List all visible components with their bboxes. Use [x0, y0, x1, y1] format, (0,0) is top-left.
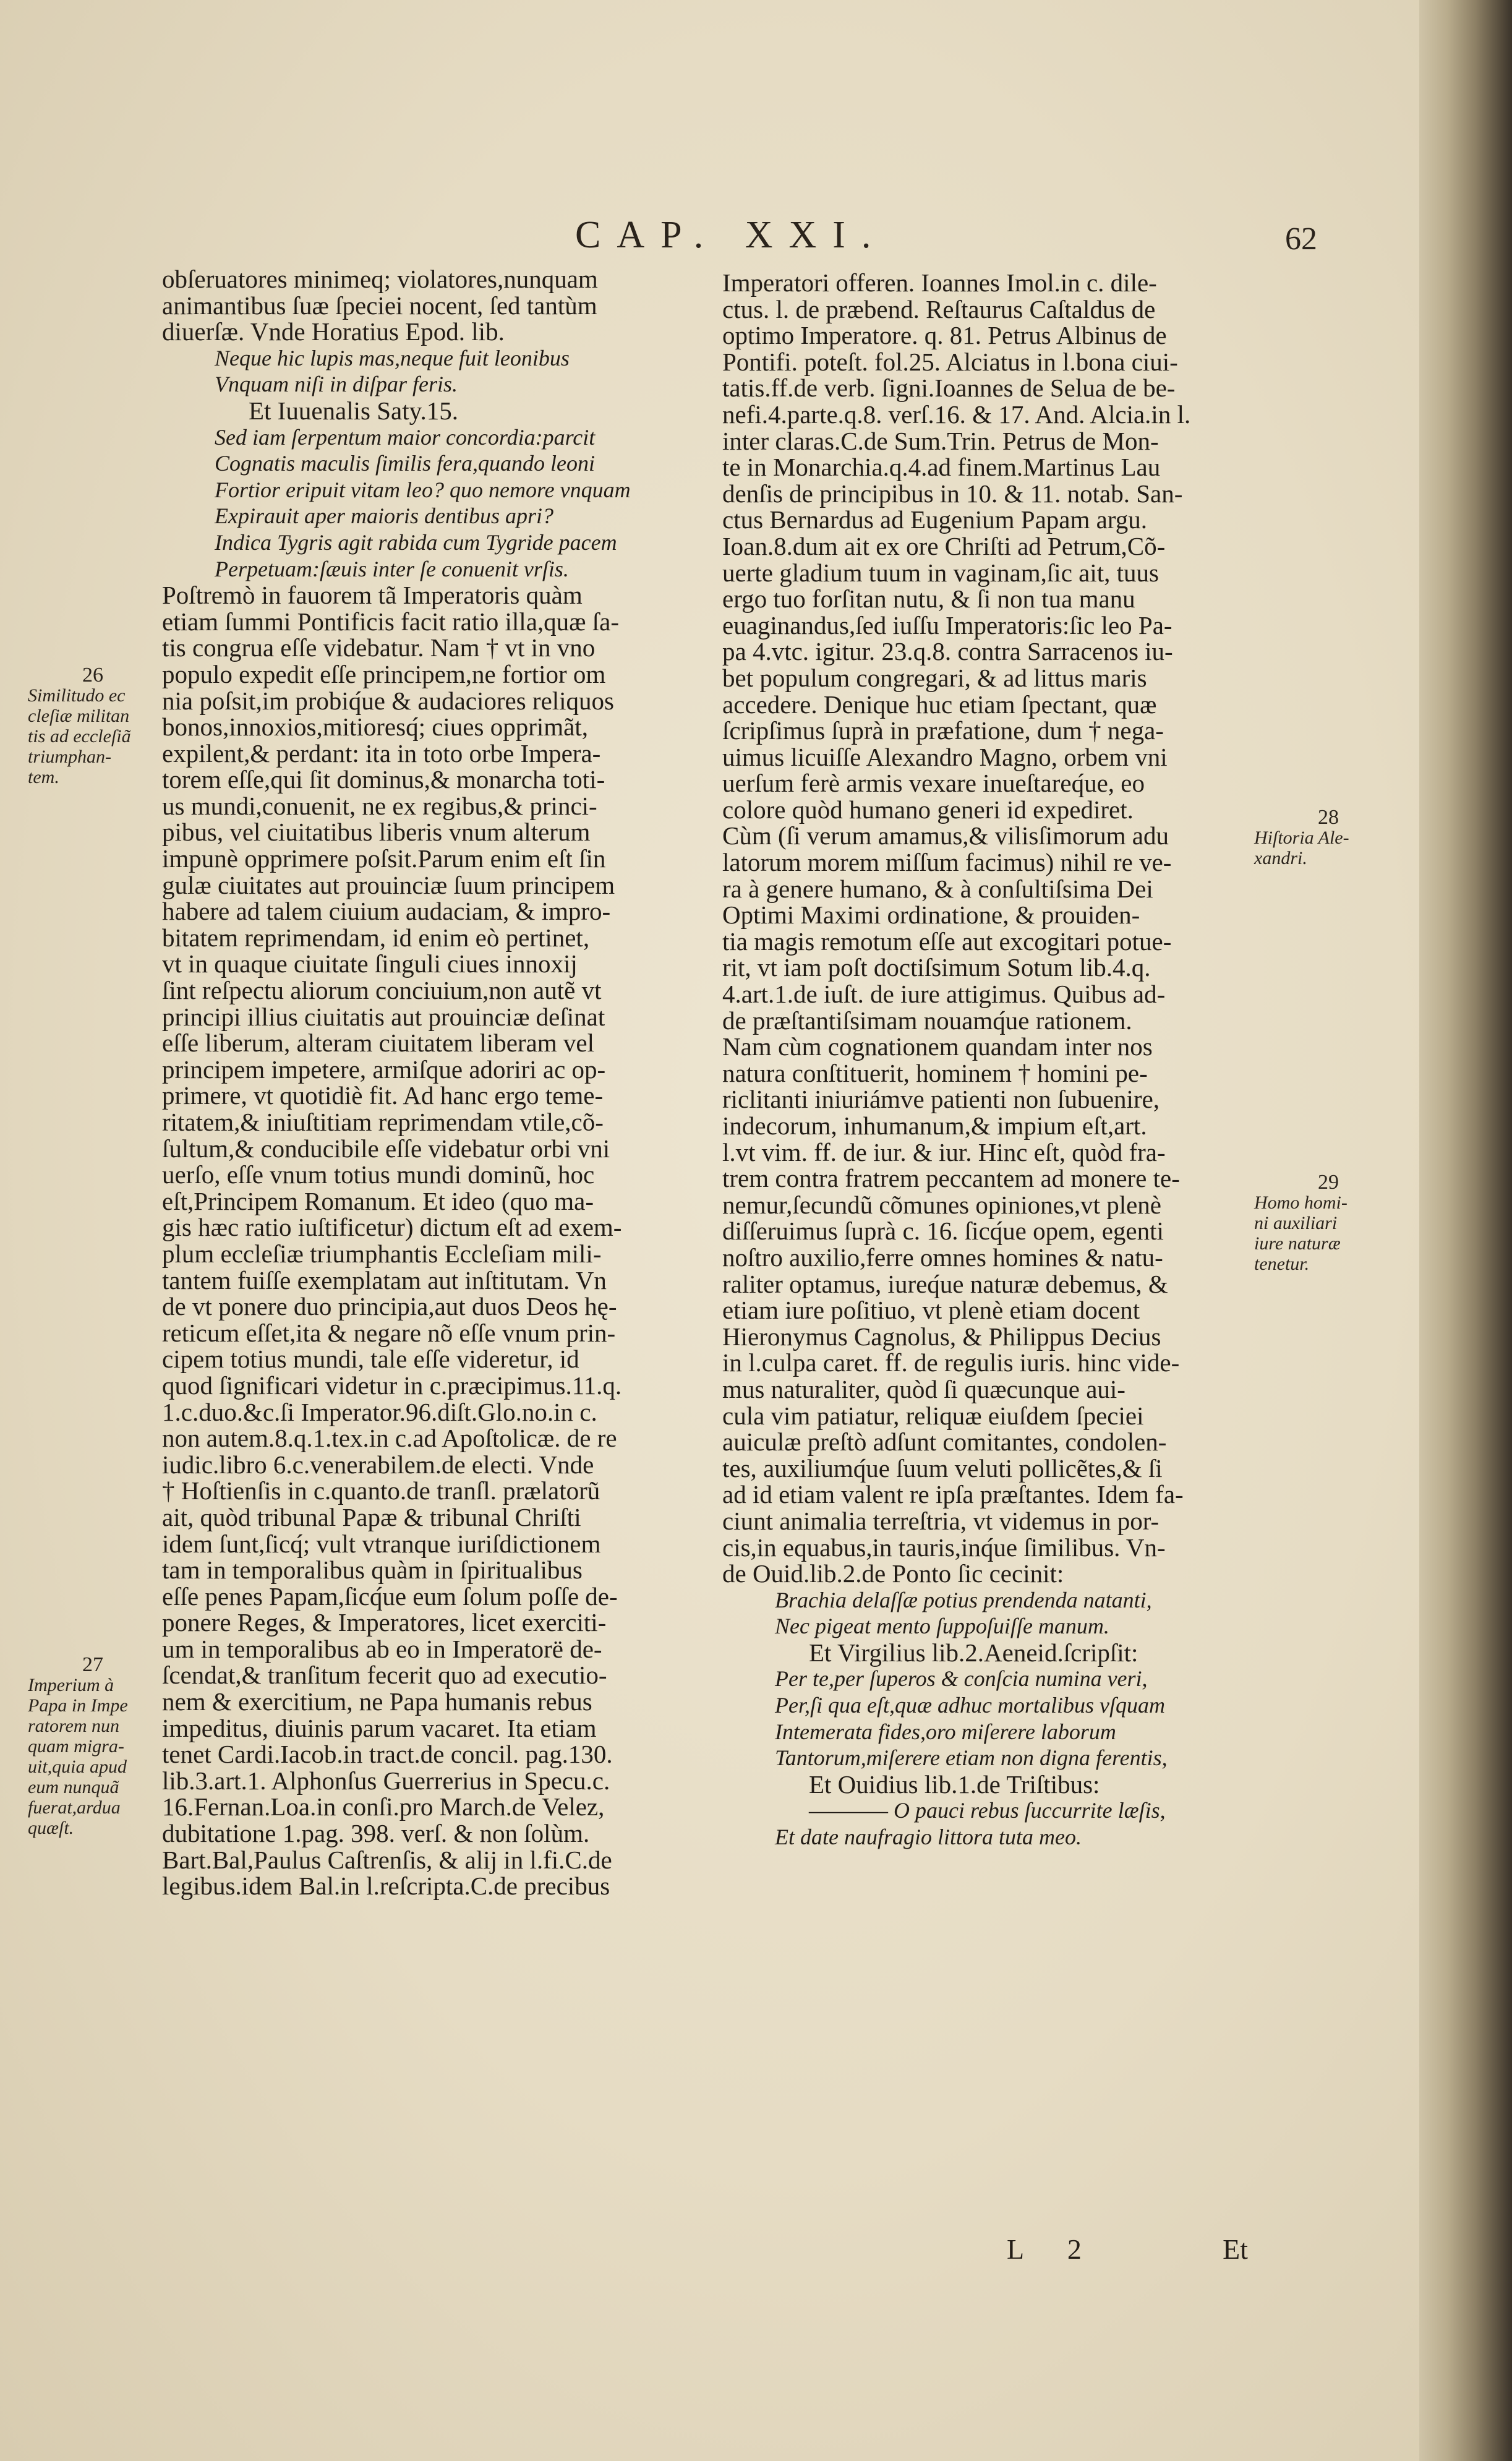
right-text-column	[722, 270, 1248, 1851]
text-line: ———— O pauci rebus ſuccurrite læſis,	[809, 1798, 1166, 1823]
text-line: cipem totius mundi, tale eſſe videretur, id	[162, 1345, 579, 1374]
text-line: ra à genere humano, & à conſultiſsima Dei	[722, 874, 1153, 903]
page-header	[575, 213, 1317, 269]
margin-note-text: Hiſtoria Ale- xandri.	[1254, 828, 1349, 868]
text-line: de Ouid.lib.2.de Ponto ſic cecinit:	[722, 1559, 1064, 1588]
text-line: Neque hic lupis mas,neque fuit leonibus	[215, 345, 570, 370]
text-line: tantem fuiſſe exemplatam aut inſtitutam. Vn	[162, 1265, 607, 1295]
page-number: 62	[1285, 221, 1317, 257]
text-line: nem & exercitium, ne Papa humanis rebus	[162, 1687, 592, 1716]
margin-note-text: Similitudo ec cleſiæ militan tis ad eccleſiã triumphan- tem.	[28, 685, 131, 787]
text-line: plum eccleſiæ triumphantis Eccleſiam mili-	[162, 1239, 602, 1268]
text-line: eſſe penes Papam,ſicq́ue eum ſolum poſſe de-	[162, 1581, 618, 1611]
text-line: euaginandus,ſed iuſſu Imperatoris:ſic leo Pa-	[722, 610, 1172, 640]
text-line: colore quòd humano generi id expediret.	[722, 795, 1134, 824]
text-line: primere, vt quotidiè fit. Ad hanc ergo teme-	[162, 1081, 604, 1110]
text-line: bonos,innoxios,mitioresq́; ciues opprimãt,	[162, 713, 588, 742]
text-line: 4.art.1.de iuſt. de iure attigimus. Quibus ad-	[722, 980, 1166, 1009]
text-line: Vnquam niſi in diſpar feris.	[215, 372, 458, 397]
text-line: vt in quaque ciuitate ſinguli ciues innoxij	[162, 949, 578, 978]
text-line: ait, quòd tribunal Papæ & tribunal Chriſti	[162, 1502, 581, 1531]
text-line: eſſe liberum, alteram ciuitatem liberam vel	[162, 1029, 594, 1058]
text-line: uerſum ferè armis vexare inueſtareq́ue, eo	[722, 769, 1145, 798]
text-line: Nec pigeat mento ſuppoſuiſſe manum.	[775, 1614, 1109, 1639]
text-line: te in Monarchia.q.4.ad finem.Martinus Lau	[722, 453, 1161, 482]
running-head: CAP. XXI.	[575, 214, 887, 256]
text-line: Imperatori offeren. Ioannes Imol.in c. dile-	[722, 268, 1157, 297]
text-line: habere ad talem ciuium audaciam, & impro-	[162, 897, 611, 926]
text-line: ctus Bernardus ad Eugenium Papam argu.	[722, 505, 1147, 534]
text-line: Intemerata fides,oro miſerere laborum	[775, 1719, 1116, 1744]
text-line: gulæ ciuitates aut prouinciæ ſuum principem	[162, 870, 615, 899]
margin-note-text: Imperium à Papa in Impe ratorem nun quam migra- uit,quia apud eum nunquã fuerat,ardua quæſt.	[28, 1675, 128, 1838]
signature-mark: L 2	[1007, 2233, 1100, 2265]
text-line: impeditus, diuinis parum vacaret. Ita etiam	[162, 1713, 597, 1742]
text-line: nemur,ſecundũ cõmunes opiniones,vt plenè	[722, 1190, 1161, 1219]
text-line: Et Ouidius lib.1.de Triſtibus:	[809, 1770, 1100, 1799]
text-line: accedere. Denique huc etiam ſpectant, quæ	[722, 690, 1157, 719]
text-line: dubitatione 1.pag. 398. verſ. & non ſolùm.	[162, 1819, 590, 1848]
page-footer	[722, 2233, 1248, 2270]
text-line: de præſtantiſsimam nouamq́ue rationem.	[722, 1006, 1132, 1035]
text-line: us mundi,conuenit, ne ex regibus,& princi-	[162, 791, 597, 820]
text-line: ritatem,& iniuſtitiam reprimendam vtile,cõ-	[162, 1108, 604, 1136]
text-line: nia poſsit,im probiq́ue & audaciores reliquos	[162, 686, 615, 715]
text-line: ctus. l. de præbend. Reſtaurus Caſtaldus de	[722, 294, 1156, 323]
text-line: bet populum congregari, & ad littus maris	[722, 663, 1147, 692]
text-line: Indica Tygris agit rabida cum Tygride pacem	[215, 529, 617, 555]
text-line: Per,ſi qua eſt,quæ adhuc mortalibus vſquam	[775, 1693, 1165, 1718]
text-line: tatis.ff.de verb. ſigni.Ioannes de Selua de be-	[722, 374, 1176, 403]
text-line: tes, auxiliumq́ue ſuum veluti pollicẽtes,& ſi	[722, 1453, 1163, 1483]
text-line: Perpetuam:ſæuis inter ſe conuenit vrſis.	[215, 556, 569, 581]
text-line: inter claras.C.de Sum.Trin. Petrus de Mon-	[722, 426, 1159, 455]
margin-note-text: Homo homi- ni auxiliari iure naturæ tenetur.	[1254, 1192, 1348, 1274]
text-line: indecorum, inhumanum,& impium eſt,art.	[722, 1111, 1147, 1140]
text-line: uerſo, eſſe vnum totius mundi dominũ, hoc	[162, 1160, 595, 1189]
margin-note-number: 29	[1318, 1171, 1339, 1194]
text-line: Expirauit aper maioris dentibus apri?	[215, 503, 553, 529]
text-line: noſtro auxilio,ferre omnes homines & natu-	[722, 1243, 1163, 1272]
text-line: rit, vt iam poſt doctiſsimum Sotum lib.4.q.	[722, 953, 1151, 982]
text-line: reticum eſſet,ita & negare nõ eſſe vnum prin-	[162, 1318, 616, 1347]
text-line: uerte gladium tuum in vaginam,ſic ait, tuus	[722, 558, 1159, 587]
text-line: de vt ponere duo principia,aut duos Deos hę-	[162, 1292, 617, 1321]
margin-note-26	[28, 665, 158, 787]
text-line: Pontifi. poteſt. fol.25. Alciatus in l.bona ciui-	[722, 347, 1178, 376]
text-line: ergo tuo forſitan nutu, & ſi non tua manu	[722, 584, 1135, 614]
text-line: Ioan.8.dum ait ex ore Chriſti ad Petrum,Cõ-	[722, 531, 1166, 560]
book-spine	[1419, 0, 1512, 2461]
margin-note-29	[1254, 1172, 1403, 1274]
margin-note-28	[1254, 807, 1403, 868]
text-line: Poſtremò in fauorem tã Imperatoris quàm	[162, 581, 583, 610]
margin-note-number: 26	[82, 664, 103, 687]
text-line: pibus, vel ciuitatibus liberis vnum alterum	[162, 818, 591, 847]
text-line: principem impetere, armiſque adoriri ac op-	[162, 1055, 606, 1084]
text-line: optimo Imperatore. q. 81. Petrus Albinus de	[722, 321, 1167, 350]
text-line: ſultum,& conducibile eſſe videbatur orbi vni	[162, 1134, 610, 1163]
text-line: animantibus ſuæ ſpeciei nocent, ſed tantùm	[162, 291, 597, 320]
text-line: etiam iure poſitiuo, vt plenè etiam docent	[722, 1296, 1140, 1325]
margin-note-number: 28	[1318, 806, 1339, 829]
text-line: ad id etiam valent re ipſa præſtantes. Idem fa-	[722, 1480, 1184, 1509]
text-line: raliter optamus, iureq́ue naturæ debemus, &	[722, 1269, 1168, 1298]
text-line: iudic.libro 6.c.venerabilem.de electi. Vnde	[162, 1450, 594, 1479]
text-line: diuerſæ. Vnde Horatius Epod. lib.	[162, 317, 505, 346]
text-line: 1.c.duo.&c.ſi Imperator.96.diſt.Glo.no.in c.	[162, 1397, 597, 1426]
text-line: etiam ſummi Pontificis facit ratio illa,quæ ſa-	[162, 607, 619, 636]
text-line: legibus.idem Bal.in l.reſcripta.C.de precibus	[162, 1872, 610, 1901]
text-line: 16.Fernan.Loa.in conſi.pro March.de Velez,	[162, 1792, 605, 1821]
text-line: idem ſunt,ſicq́; vult vtranque iuriſdictionem	[162, 1529, 601, 1558]
text-line: tia magis remotum eſſe aut excogitari potue-	[722, 927, 1172, 956]
text-line: Tantorum,miſerere etiam non digna ferentis,	[775, 1745, 1168, 1771]
text-line: lib.3.art.1. Alphonſus Guerrerius in Specu.c.	[162, 1766, 610, 1795]
text-line: tis congrua eſſe videbatur. Nam † vt in vno	[162, 633, 596, 662]
text-line: Per te,per ſuperos & conſcia numina veri,	[775, 1666, 1148, 1692]
text-line: ciunt animalia terreſtria, vt videmus in por-	[722, 1506, 1160, 1535]
text-line: Fortior eripuit vitam leo? quo nemore vnquam	[215, 477, 631, 502]
margin-note-number: 27	[82, 1653, 103, 1676]
text-line: l.vt vim. ff. de iur. & iur. Hinc eſt, quòd fra-	[722, 1137, 1166, 1166]
text-line: populo expedit eſſe principem,ne fortior om	[162, 659, 606, 688]
text-line: cis,in equabus,in tauris,inq́ue ſimilibus. Vn-	[722, 1533, 1166, 1562]
text-line: obſeruatores minimeq; violatores,nunquam	[162, 265, 598, 293]
text-line: tam in temporalibus quàm in ſpiritualibus	[162, 1556, 583, 1585]
text-line: um in temporalibus ab eo in Imperatorë de-	[162, 1634, 602, 1663]
text-line: Sed iam ſerpentum maior concordia:parcit	[215, 424, 596, 450]
text-line: nefi.4.parte.q.8. verſ.16. & 17. And. Alcia.in l.	[722, 400, 1191, 429]
text-line: Bart.Bal,Paulus Caſtrenſis, & alij in l.fi.C.de	[162, 1845, 612, 1874]
text-line: ponere Reges, & Imperatores, licet exerciti-	[162, 1608, 607, 1637]
text-line: gis hæc ratio iuſtificetur) dictum eſt ad exem-	[162, 1213, 622, 1242]
text-line: natura conſtituerit, hominem † homini pe-	[722, 1058, 1148, 1087]
left-text-column	[162, 266, 703, 1899]
text-line: Cùm (ſi verum amamus,& vilisſimorum adu	[722, 821, 1169, 850]
text-line: diſſeruimus ſuprà c. 16. ſicq́ue opem, egenti	[722, 1217, 1164, 1246]
text-line: bitatem reprimendam, id enim eò pertinet,	[162, 923, 590, 952]
text-line: tenet Cardi.Iacob.in tract.de concil. pag.130.	[162, 1740, 613, 1769]
text-line: expilent,& perdant: ita in toto orbe Impera-	[162, 738, 601, 768]
text-line: Nam cùm cognationem quandam inter nos	[722, 1032, 1153, 1061]
text-line: auiculæ preſtò adſunt comitantes, condolen-	[722, 1427, 1167, 1457]
text-line: ſint reſpectu aliorum conciuium,non autẽ vt	[162, 976, 602, 1005]
text-line: ſcripſimus ſuprà in præfatione, dum † nega-	[722, 716, 1164, 745]
text-line: Brachia delaſſæ potius prendenda natanti,	[775, 1587, 1152, 1612]
text-line: ſcendat,& tranſitum fecerit quo ad executio-	[162, 1661, 607, 1690]
text-line: Et Iuuenalis Saty.15.	[249, 396, 458, 425]
catchword: Et	[1223, 2233, 1248, 2265]
text-line: quod ſignificari videtur in c.præcipimus.11.q.	[162, 1371, 622, 1400]
text-line: eſt,Principem Romanum. Et ideo (quo ma-	[162, 1186, 594, 1215]
text-line: trem contra fratrem peccantem ad monere te-	[722, 1164, 1180, 1193]
text-line: Hieronymus Cagnolus, & Philippus Decius	[722, 1322, 1161, 1351]
text-line: uimus licuiſſe Alexandro Magno, orbem vni	[722, 742, 1168, 771]
text-line: Et Virgilius lib.2.Aeneid.ſcripſit:	[809, 1638, 1138, 1667]
text-line: † Hoſtienſis in c.quanto.de tranſl. prælatorũ	[162, 1476, 600, 1505]
text-line: cula vim patiatur, reliquæ eiuſdem ſpeciei	[722, 1401, 1144, 1430]
text-line: pa 4.vtc. igitur. 23.q.8. contra Sarracenos iu-	[722, 637, 1173, 666]
text-line: impunè opprimere poſsit.Parum enim eſt ſin	[162, 844, 606, 873]
text-line: principi illius ciuitatis aut prouinciæ deſinat	[162, 1002, 605, 1031]
margin-note-27	[28, 1654, 158, 1838]
text-line: Optimi Maximi ordinatione, & prouiden-	[722, 901, 1140, 930]
text-line: riclitanti iniuriámve patienti non ſubuenire,	[722, 1085, 1160, 1114]
text-line: in l.culpa caret. ff. de regulis iuris. hinc vide-	[722, 1348, 1180, 1377]
text-line: Et date naufragio littora tuta meo.	[775, 1825, 1082, 1850]
text-line: mus naturaliter, quòd ſi quæcunque aui-	[722, 1374, 1125, 1403]
text-line: denſis de principibus in 10. & 11. notab. San-	[722, 479, 1183, 508]
text-line: latorum morem miſſum facimus) nihil re ve-	[722, 848, 1172, 877]
text-line: torem eſſe,qui ſit dominus,& monarcha toti-	[162, 765, 605, 794]
text-line: Cognatis maculis ſimilis fera,quando leoni	[215, 451, 596, 476]
text-line: non autem.8.q.1.tex.in c.ad Apoſtolicæ. de re	[162, 1424, 617, 1453]
